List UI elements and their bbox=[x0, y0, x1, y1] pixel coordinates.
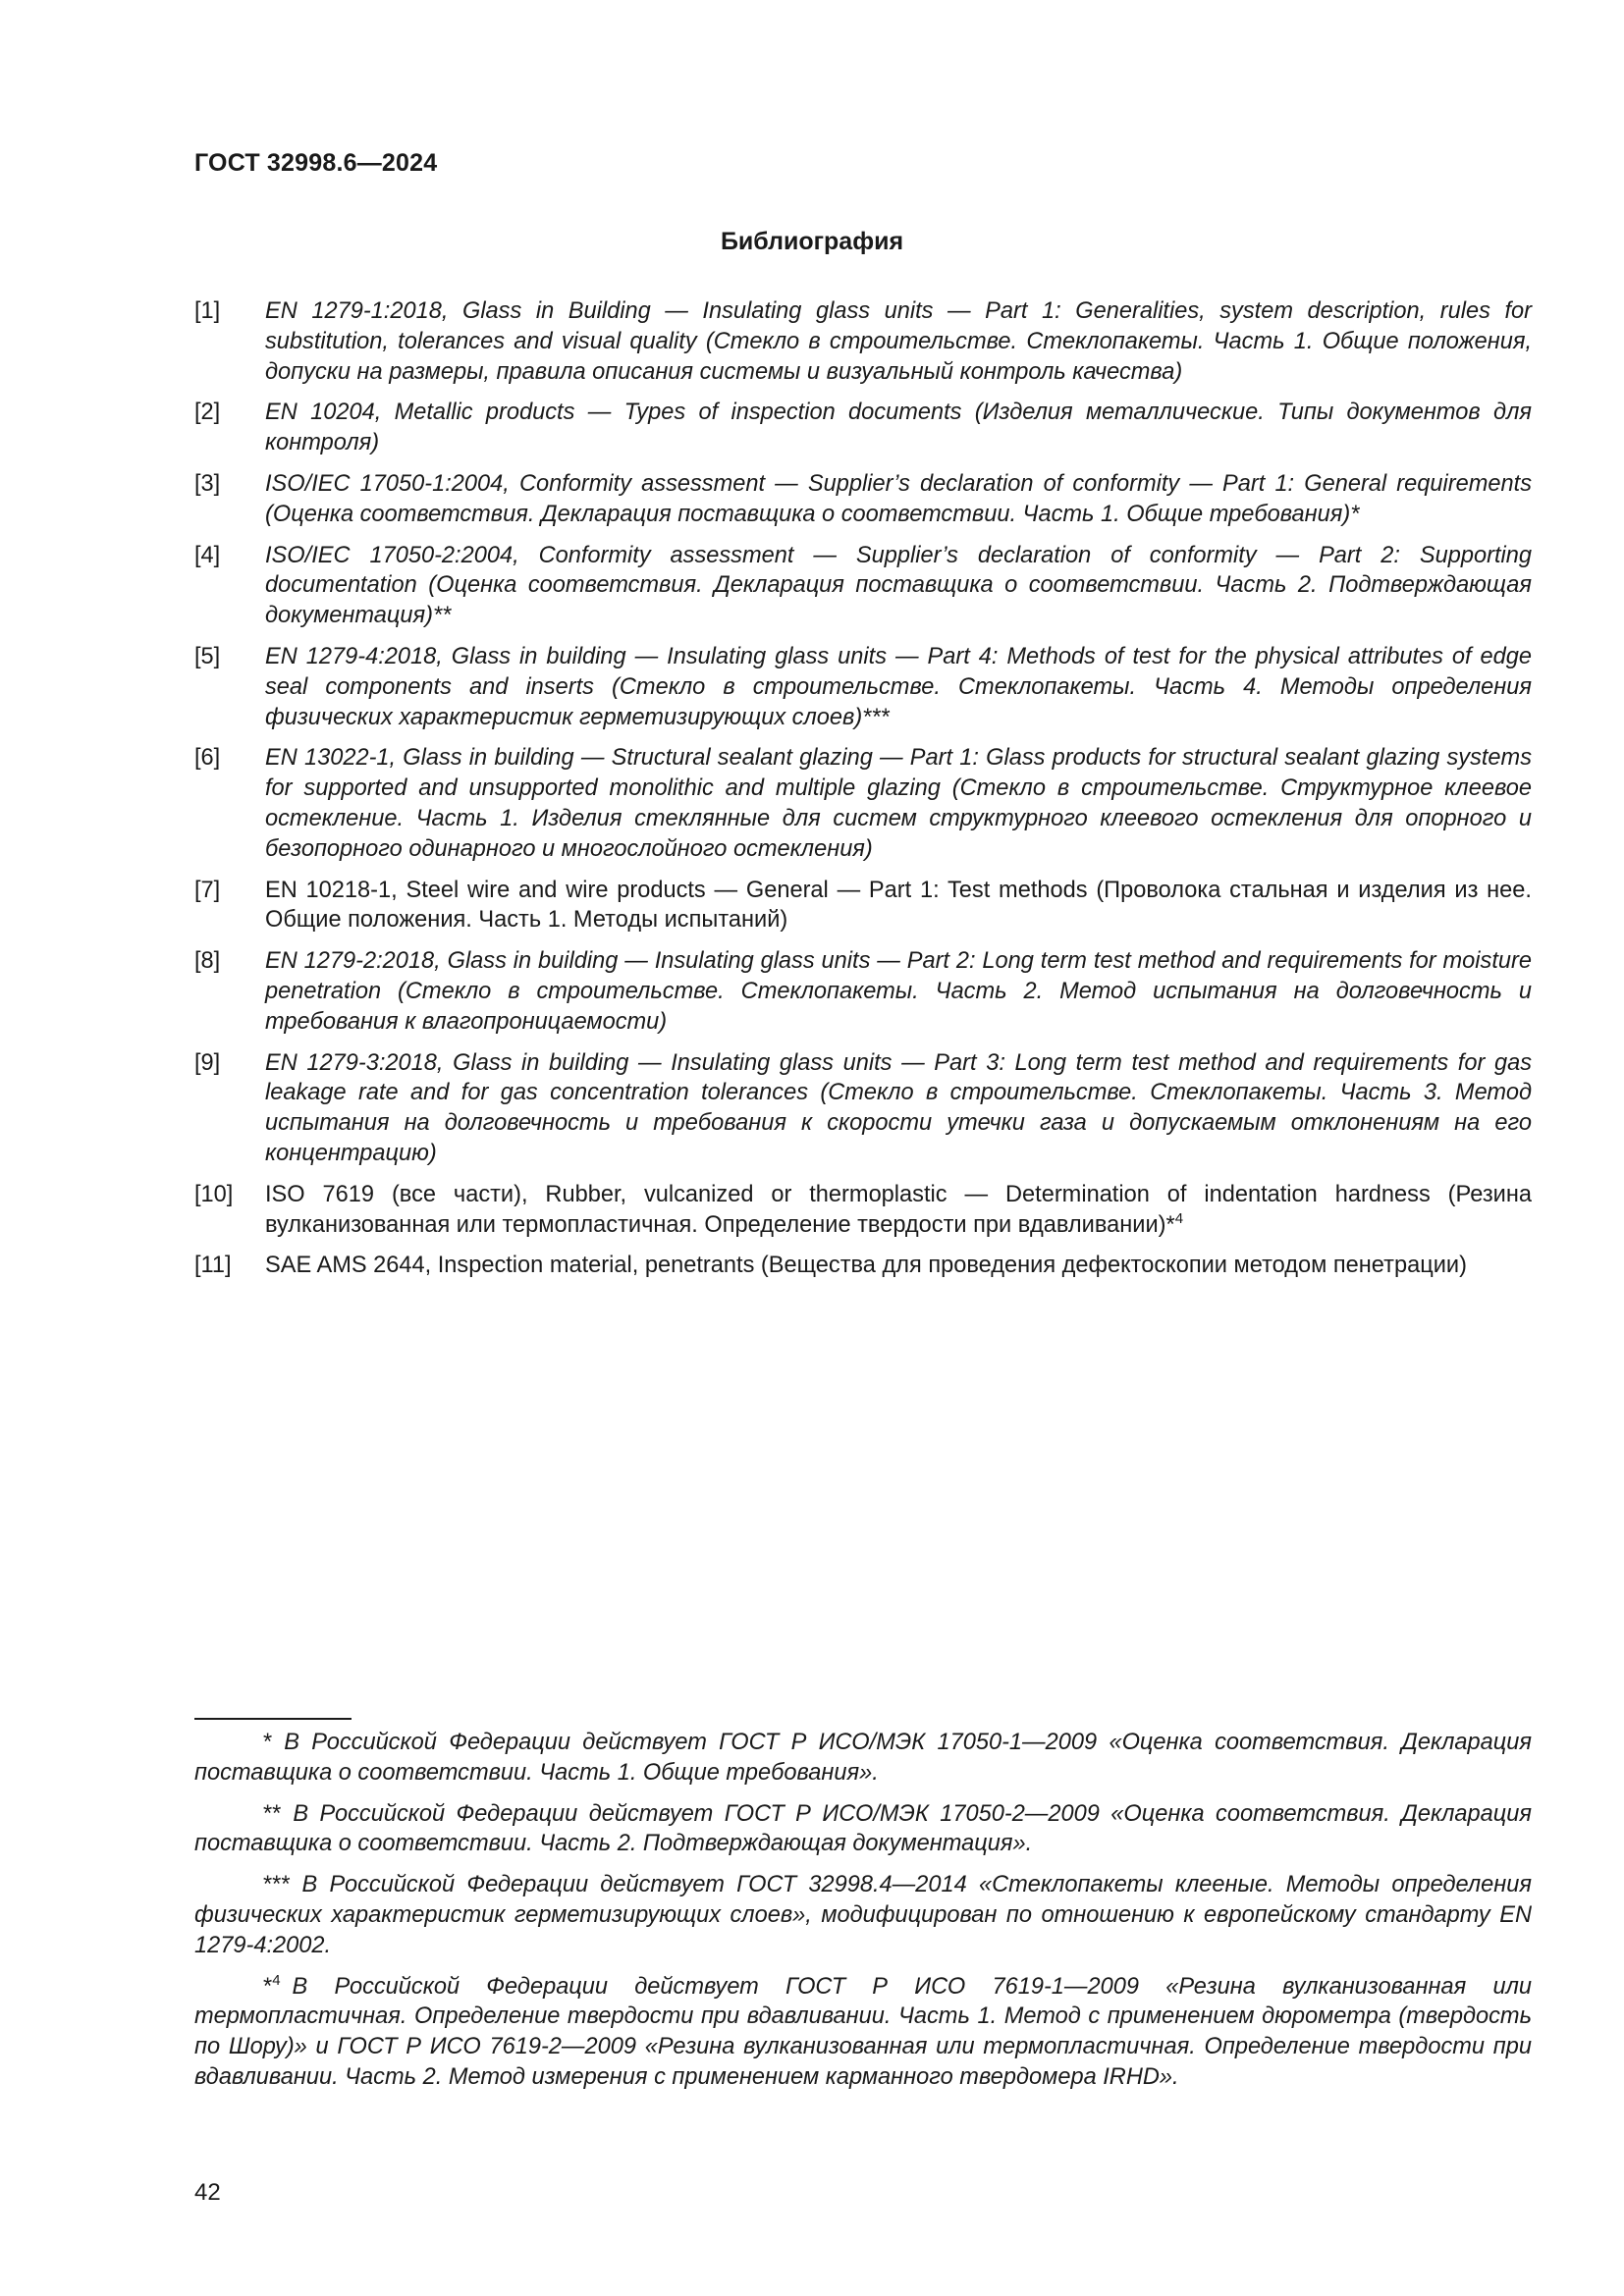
footnote-mark: * bbox=[263, 1973, 273, 2000]
entry-number: [11] bbox=[194, 1253, 232, 1279]
footnote-text: В Российской Федерации действует ГОСТ Р ИСО/МЭК 17050-1—2009 «Оценка соответствия. Декларация поставщика о соответствии. Часть 1. Общие требования». bbox=[194, 1730, 1532, 1786]
footnote-separator bbox=[194, 1718, 352, 1720]
footnotes bbox=[194, 1728, 1532, 2104]
bibliography-entry-4 bbox=[194, 541, 1532, 631]
footnote-text: В Российской Федерации действует ГОСТ 32998.4—2014 «Стеклопакеты клееные. Методы определения физических характеристик герметизирующих слоев», модифицирован по отношению к европейскому стандарту EN 1279-4:2002. bbox=[194, 1872, 1532, 1958]
footnote-mark: *** bbox=[263, 1872, 291, 1898]
entry-text: SAE AMS 2644, Inspection material, penetrants (Вещества для проведения дефектоскопии методом пенетрации) bbox=[265, 1253, 1467, 1279]
page-number: 42 bbox=[194, 2179, 221, 2206]
entry-text: EN 13022-1, Glass in building — Structural sealant glazing — Part 1: Glass products for structural sealant glazing systems for supported and unsupported monolithic and multiple glazing (Стекло в строительстве. Структурное клеевое остекление. Часть 1. Изделия стеклянные для систем структурного клеевого остекления для опорного и безопорного одинарного и многослойного остекления) bbox=[265, 745, 1532, 862]
bibliography-entry-7 bbox=[194, 876, 1532, 936]
entry-text: EN 10204, Metallic products — Types of inspection documents (Изделия металлические. Типы документов для контроля) bbox=[265, 400, 1532, 456]
bibliography-entry-8 bbox=[194, 946, 1532, 1037]
footnote-1 bbox=[194, 1728, 1532, 1789]
entry-number: [10] bbox=[194, 1181, 234, 1207]
entry-text: EN 1279-4:2018, Glass in building — Insulating glass units — Part 4: Methods of test for the physical attributes of edge seal components and inserts (Стекло в строительстве. Стеклопакеты. Часть 4. Методы определения физических характеристик герметизирующих слоев)*** bbox=[265, 643, 1532, 730]
bibliography-entry-10 bbox=[194, 1180, 1532, 1241]
bibliography-entry-9 bbox=[194, 1048, 1532, 1169]
entry-number: [1] bbox=[194, 298, 221, 324]
bibliography-entry-5 bbox=[194, 642, 1532, 732]
bibliography-entry-2 bbox=[194, 398, 1532, 458]
footnote-mark: ** bbox=[263, 1800, 282, 1827]
entry-number: [2] bbox=[194, 400, 221, 426]
bibliography-entry-6 bbox=[194, 743, 1532, 864]
bibliography-entry-3 bbox=[194, 469, 1532, 530]
entry-text: ISO/IEC 17050-2:2004, Conformity assessment — Supplier’s declaration of conformity — Part 2: Supporting documentation (Оценка соответствия. Декларация поставщика о соответствии. Часть 2. Подтверждающая документация)** bbox=[265, 542, 1532, 629]
entry-number: [7] bbox=[194, 877, 221, 903]
section-title: Библиография bbox=[720, 228, 904, 255]
footnote-text: В Российской Федерации действует ГОСТ Р ИСО/МЭК 17050-2—2009 «Оценка соответствия. Декларация поставщика о соответствии. Часть 2. Подтверждающая документация». bbox=[194, 1800, 1532, 1857]
entry-number: [9] bbox=[194, 1049, 221, 1076]
entry-text: EN 10218-1, Steel wire and wire products — General — Part 1: Test methods (Проволока стальная и изделия из нее. Общие положения. Часть 1. Методы испытаний) bbox=[265, 877, 1532, 934]
entry-number: [5] bbox=[194, 643, 221, 669]
footnote-mark: * bbox=[263, 1730, 273, 1755]
entry-text: EN 1279-1:2018, Glass in Building — Insulating glass units — Part 1: Generalities, system description, rules for substitution, tolerances and visual quality (Стекло в строительстве. Стеклопакеты. Часть 1. Общие положения, допуски на размеры, правила описания системы и визуальный контроль качества) bbox=[265, 298, 1532, 385]
entry-text-wrapper bbox=[265, 1180, 1532, 1241]
entry-text: EN 1279-2:2018, Glass in building — Insulating glass units — Part 2: Long term test method and requirements for moisture penetration (Стекло в строительстве. Стеклопакеты. Часть 2. Метод испытания на долговечность и требования к влагопроницаемости) bbox=[265, 948, 1532, 1035]
bibliography-entry-1 bbox=[194, 296, 1532, 387]
footnote-3 bbox=[194, 1870, 1532, 1960]
entry-text: ISO/IEC 17050-1:2004, Conformity assessment — Supplier’s declaration of conformity — Part 1: General requirements (Оценка соответствия. Декларация поставщика о соответствии. Часть 1. Общие требования)* bbox=[265, 470, 1532, 527]
entry-number: [6] bbox=[194, 745, 221, 772]
bibliography-entry-11 bbox=[194, 1251, 1532, 1281]
entry-text: EN 1279-3:2018, Glass in building — Insulating glass units — Part 3: Long term test method and requirements for gas leakage rate and for gas concentration tolerances (Стекло в строительстве. Стеклопакеты. Часть 3. Метод испытания на долговечность и требования к скорости утечки газа и допускаемым отклонениям на его концентрацию) bbox=[265, 1049, 1532, 1166]
footnote-superscript: 4 bbox=[1174, 1209, 1184, 1227]
entry-number: [8] bbox=[194, 948, 221, 975]
footnote-2 bbox=[194, 1799, 1532, 1860]
entry-number: [4] bbox=[194, 542, 221, 568]
entry-number: [3] bbox=[194, 470, 221, 497]
footnote-text: В Российской Федерации действует ГОСТ Р ИСО 7619-1—2009 «Резина вулканизованная или термопластичная. Определение твердости при вдавливании. Часть 1. Метод с применением дюрометра (твердость по Шору)» и ГОСТ Р ИСО 7619-2—2009 «Резина вулканизованная или термопластичная. Определение твердости при вдавливании. Часть 2. Метод измерения с применением карманного твердомера IRHD». bbox=[194, 1973, 1532, 2090]
bibliography-list bbox=[194, 296, 1532, 1292]
footnote-superscript: 4 bbox=[272, 1971, 281, 1989]
footnote-mark-wrapper bbox=[263, 1971, 281, 2000]
footnote-4 bbox=[194, 1972, 1532, 2093]
document-id: ГОСТ 32998.6—2024 bbox=[194, 149, 438, 177]
entry-text: ISO 7619 (все части), Rubber, vulcanized or thermoplastic — Determination of indentation hardness (Резина вулканизованная или термопластичная. Определение твердости при вдавливании)* bbox=[265, 1181, 1532, 1238]
